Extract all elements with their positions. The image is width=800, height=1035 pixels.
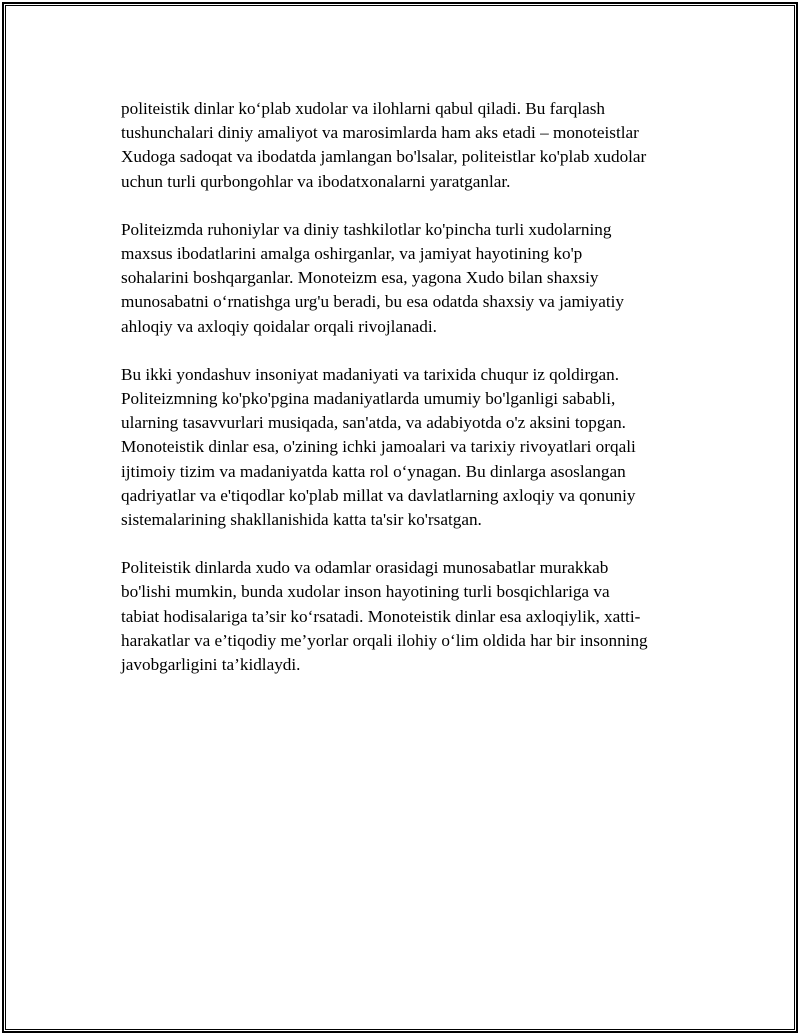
text-line: sohalarini boshqarganlar. Monoteizm esa, yagona Xudo bilan shaxsiy	[121, 268, 599, 288]
text-line: Xudoga sadoqat va ibodatda jamlangan bo'lsalar, politeistlar ko'plab xudolar	[121, 147, 647, 167]
text-line: maxsus ibodatlarini amalga oshirganlar, va jamiyat hayotining ko'p	[121, 244, 583, 264]
text-line: munosabatni o‘rnatishga urg'u beradi, bu esa odatda shaxsiy va jamiyatiy	[121, 292, 625, 312]
text-line: tabiat hodisalariga ta’sir ko‘rsatadi. Monoteistik dinlar esa axloqiylik, xatti-	[121, 606, 641, 626]
text-line: ijtimoiy tizim va madaniyatda katta rol o‘ynagan. Bu dinlarga asoslangan	[121, 461, 626, 481]
page-border	[2, 2, 798, 1033]
text-line: qadriyatlar va e'tiqodlar ko'plab millat va davlatlarning axloqiy va qonuniy	[121, 485, 636, 505]
text-line: uchun turli qurbongohlar va ibodatxonalarni yaratganlar.	[121, 171, 511, 191]
document-body	[121, 97, 701, 701]
text-line: javobgarligini ta’kidlaydi.	[121, 655, 301, 675]
text-line: Monoteistik dinlar esa, o'zining ichki jamoalari va tarixiy rivoyatlari orqali	[121, 437, 636, 457]
text-line: tushunchalari diniy amaliyot va marosimlarda ham aks etadi – monoteistlar	[121, 123, 639, 143]
text-line: harakatlar va e’tiqodiy me’yorlar orqali ilohiy o‘lim oldida har bir insonning	[121, 630, 648, 650]
text-line: ularning tasavvurlari musiqada, san'atda, va adabiyotda o'z aksini topgan.	[121, 413, 626, 433]
text-line: Politeistik dinlarda xudo va odamlar orasidagi munosabatlar murakkab	[121, 558, 609, 578]
text-line: sistemalarining shakllanishida katta ta'sir ko'rsatgan.	[121, 510, 482, 530]
paragraph-2	[121, 218, 701, 339]
paragraph-4	[121, 556, 701, 677]
text-line: Bu ikki yondashuv insoniyat madaniyati va tarixida chuqur iz qoldirgan.	[121, 364, 620, 384]
paragraph-3	[121, 363, 701, 532]
text-line: Politeizmning ko'pko'pgina madaniyatlarda umumiy bo'lganligi sababli,	[121, 389, 616, 409]
text-line: bo'lishi mumkin, bunda xudolar inson hayotining turli bosqichlariga va	[121, 582, 610, 602]
text-line: Politeizmda ruhoniylar va diniy tashkilotlar ko'pincha turli xudolarning	[121, 219, 612, 239]
text-line: politeistik dinlar ko‘plab xudolar va ilohlarni qabul qiladi. Bu farqlash	[121, 99, 606, 118]
text-line: ahloqiy va axloqiy qoidalar orqali rivojlanadi.	[121, 316, 437, 336]
paragraph-1	[121, 97, 701, 194]
